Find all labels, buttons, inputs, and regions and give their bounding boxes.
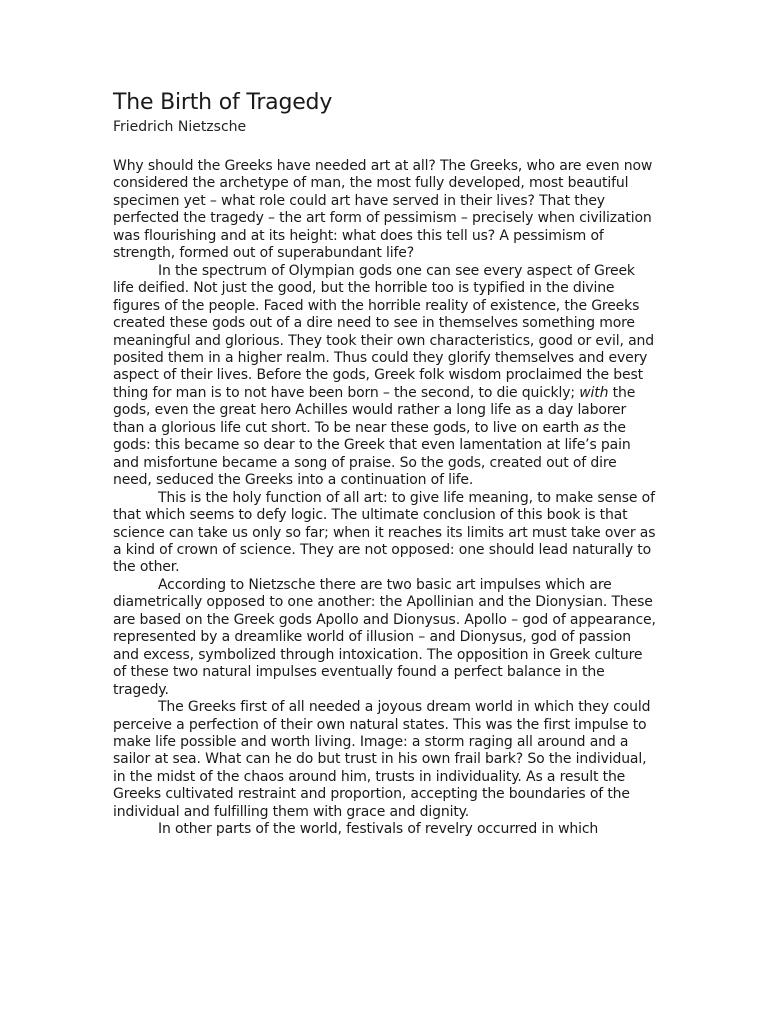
paragraph-text: the gods: this became so dear to the Greek that even lamentation at life’s pain and misfortune became a song of praise. So the gods, created out of dire need, seduced the Greeks into a continuation of life. — [113, 419, 631, 489]
paragraph-text: In the spectrum of Olympian gods one can see every aspect of Greek life deified. Not just the good, but the horrible too is typified in the divine figures of the people. Faced with the horrible reality of existence, the Greeks created these gods out of a dire need to see in themselves something more meaningful and glorious. They took their own characteristics, good or evil, and posited them in a higher realm. Thus could they glorify themselves and every aspect of their lives. Before the gods, Greek folk wisdom proclaimed the best thing for man is to not have been born – the second, to die quickly; — [113, 262, 654, 401]
document-body — [113, 158, 658, 839]
paragraph-1 — [113, 158, 658, 263]
document-page — [113, 88, 658, 839]
paragraph-4 — [113, 577, 658, 699]
document-title: The Birth of Tragedy — [113, 90, 333, 115]
paragraph-text: In other parts of the world, festivals of revelry occurred in which — [158, 821, 599, 838]
paragraph-2 — [113, 263, 658, 490]
paragraph-6 — [113, 821, 658, 838]
emphasis-with: with — [579, 384, 609, 401]
paragraph-text: the gods, even the great hero Achilles would rather a long life as a day laborer than a glorious life cut short. To be near these gods, to live on earth — [113, 384, 636, 436]
paragraph-3 — [113, 490, 658, 577]
paragraph-text: According to Nietzsche there are two basic art impulses which are diametrically opposed to one another: the Apollinian and the Dionysian. These are based on the Greek gods Apollo and Dionysus. Apollo – god of appearance, represented by a dreamlike world of illusion – and Dionysus, god of passion and excess, symbolized through intoxication. The opposition in Greek culture of these two natural impulses eventually found a perfect balance in the tragedy. — [113, 576, 656, 698]
document-author: Friedrich Nietzsche — [113, 119, 247, 135]
paragraph-text: This is the holy function of all art: to give life meaning, to make sense of that which seems to defy logic. The ultimate conclusion of this book is that science can take us only so far; when it reaches its limits art must take over as a kind of crown of science. They are not opposed: one should lead naturally to the other. — [113, 489, 656, 576]
emphasis-as: as — [583, 419, 599, 436]
paragraph-text: The Greeks first of all needed a joyous dream world in which they could perceive a perfection of their own natural states. This was the first impulse to make life possible and worth living. Image: a storm raging all around and a sailor at sea. What can he do but trust in his own frail bark? So the individual, in the midst of the chaos around him, trusts in individuality. As a result the Greeks cultivated restraint and proportion, accepting the boundaries of the individual and fulfilling them with grace and dignity. — [113, 699, 651, 820]
paragraph-text: Why should the Greeks have needed art at all? The Greeks, who are even now considered the archetype of man, the most fully developed, most beautiful specimen yet – what role could art have served in their lives? That they perfected the tragedy – the art form of pessimism – precisely when civilization was flourishing and at its height: what does this tell us? A pessimism of strength, formed out of superabundant life? — [113, 158, 653, 262]
paragraph-5 — [113, 699, 658, 821]
